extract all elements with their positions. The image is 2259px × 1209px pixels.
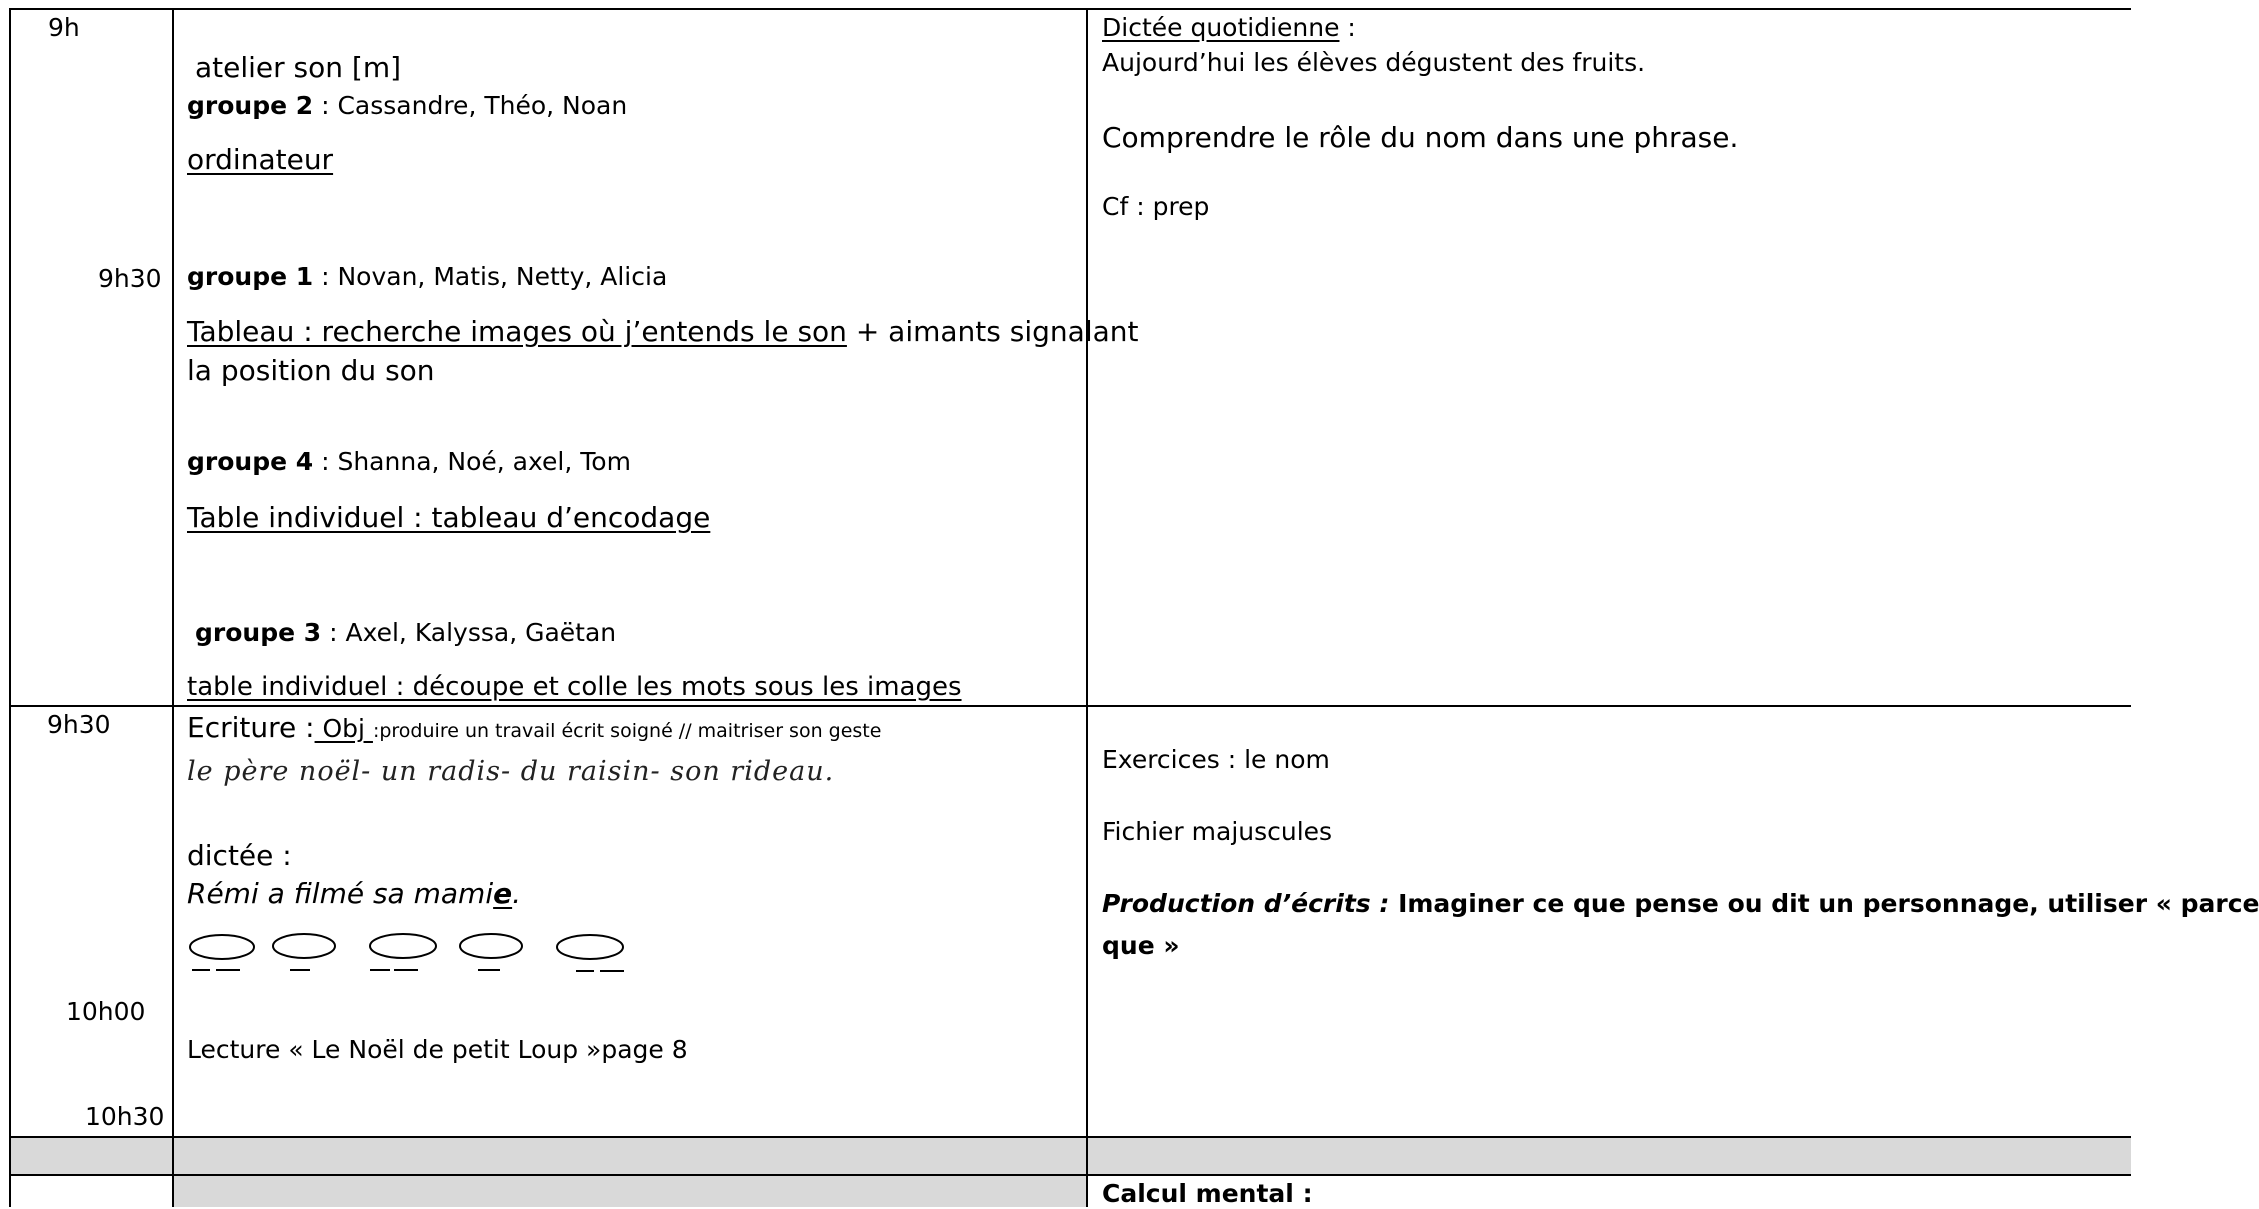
group-1-task-underlined: Tableau : recherche images où j’entends le son [187,315,847,348]
group-3-line [195,619,616,648]
time-label: 9h [48,13,80,42]
production-text: Imaginer ce que pense ou dit un personnage, utiliser « parce [1389,889,2259,918]
group-2-line [187,92,627,121]
group-1-task-line2: la position du son [187,354,435,387]
group-1-task-rest: + aimants signalant [846,315,1139,348]
group-1-label: groupe 1 [187,262,314,291]
group-4-label: groupe 4 [187,447,314,476]
time-label: 9h30 [47,710,111,739]
group-3-names: : Axel, Kalyssa, Gaëtan [321,618,617,647]
group-2-task: ordinateur [187,143,334,176]
sentence-main: Rémi a filmé sa mami [187,877,494,910]
table-left-border [9,8,11,1207]
time-label: 10h30 [85,1102,165,1131]
column-divider-2 [1086,8,1088,1207]
group-2-label: groupe 2 [187,91,314,120]
calcul-mental: Calcul mental : [1102,1179,1313,1208]
cursive-model: le père noël- un radis- du raisin- son rideau. [187,756,835,787]
group-4-names: : Shanna, Noé, axel, Tom [313,447,631,476]
ecriture-line [187,712,881,744]
sentence-silent-e: e [493,877,513,910]
sentence-period: . [512,877,522,910]
syllable-oval [460,934,522,958]
lesson-objective: Comprendre le rôle du nom dans une phrase. [1102,121,1739,154]
dictee-heading [1102,14,1356,43]
row-divider-1 [9,705,2131,707]
obj-text: :produire un travail écrit soigné // maitriser son geste [372,720,882,742]
group-3-label: groupe 3 [195,618,322,647]
atelier-title: atelier son [m] [195,51,402,84]
column-divider-1 [172,8,174,1207]
cf-reference: Cf : prep [1102,192,1210,221]
syllable-oval [557,935,623,959]
group-3-task: table individuel : découpe et colle les mots sous les images [187,672,962,702]
dictee-colon: : [1339,13,1356,42]
dictee-sentence-2 [187,878,521,910]
production-line2: que » [1102,931,1180,960]
lecture-line: Lecture « Le Noël de petit Loup »page 8 [187,1035,688,1064]
syllable-oval [273,934,335,958]
dictee-label: dictée : [187,839,292,872]
group-2-names: : Cassandre, Théo, Noan [313,91,628,120]
row-divider-2 [9,1136,2131,1138]
syllable-ovals [180,930,650,980]
group-4-task: Table individuel : tableau d’encodage [187,501,711,534]
exercices-line: Exercices : le nom [1102,745,1330,774]
production-line [1102,890,2259,919]
time-label: 9h30 [98,264,162,293]
group-4-line [187,448,631,477]
dictee-title: Dictée quotidienne [1102,13,1340,42]
row-divider-3 [9,1174,2131,1176]
group-1-task [187,316,1138,348]
time-label: 10h00 [66,997,146,1026]
obj-label: Obj [314,714,373,743]
production-label: Production d’écrits : [1102,889,1390,918]
dictee-sentence: Aujourd’hui les élèves dégustent des fruits. [1102,48,1646,77]
table-top-border [9,8,2131,10]
group-1-names: : Novan, Matis, Netty, Alicia [313,262,668,291]
ecriture-label: Ecriture : [187,711,315,744]
group-1-line [187,263,667,292]
syllable-oval [370,934,436,958]
syllable-oval [190,935,254,959]
fichier-line: Fichier majuscules [1102,817,1333,846]
